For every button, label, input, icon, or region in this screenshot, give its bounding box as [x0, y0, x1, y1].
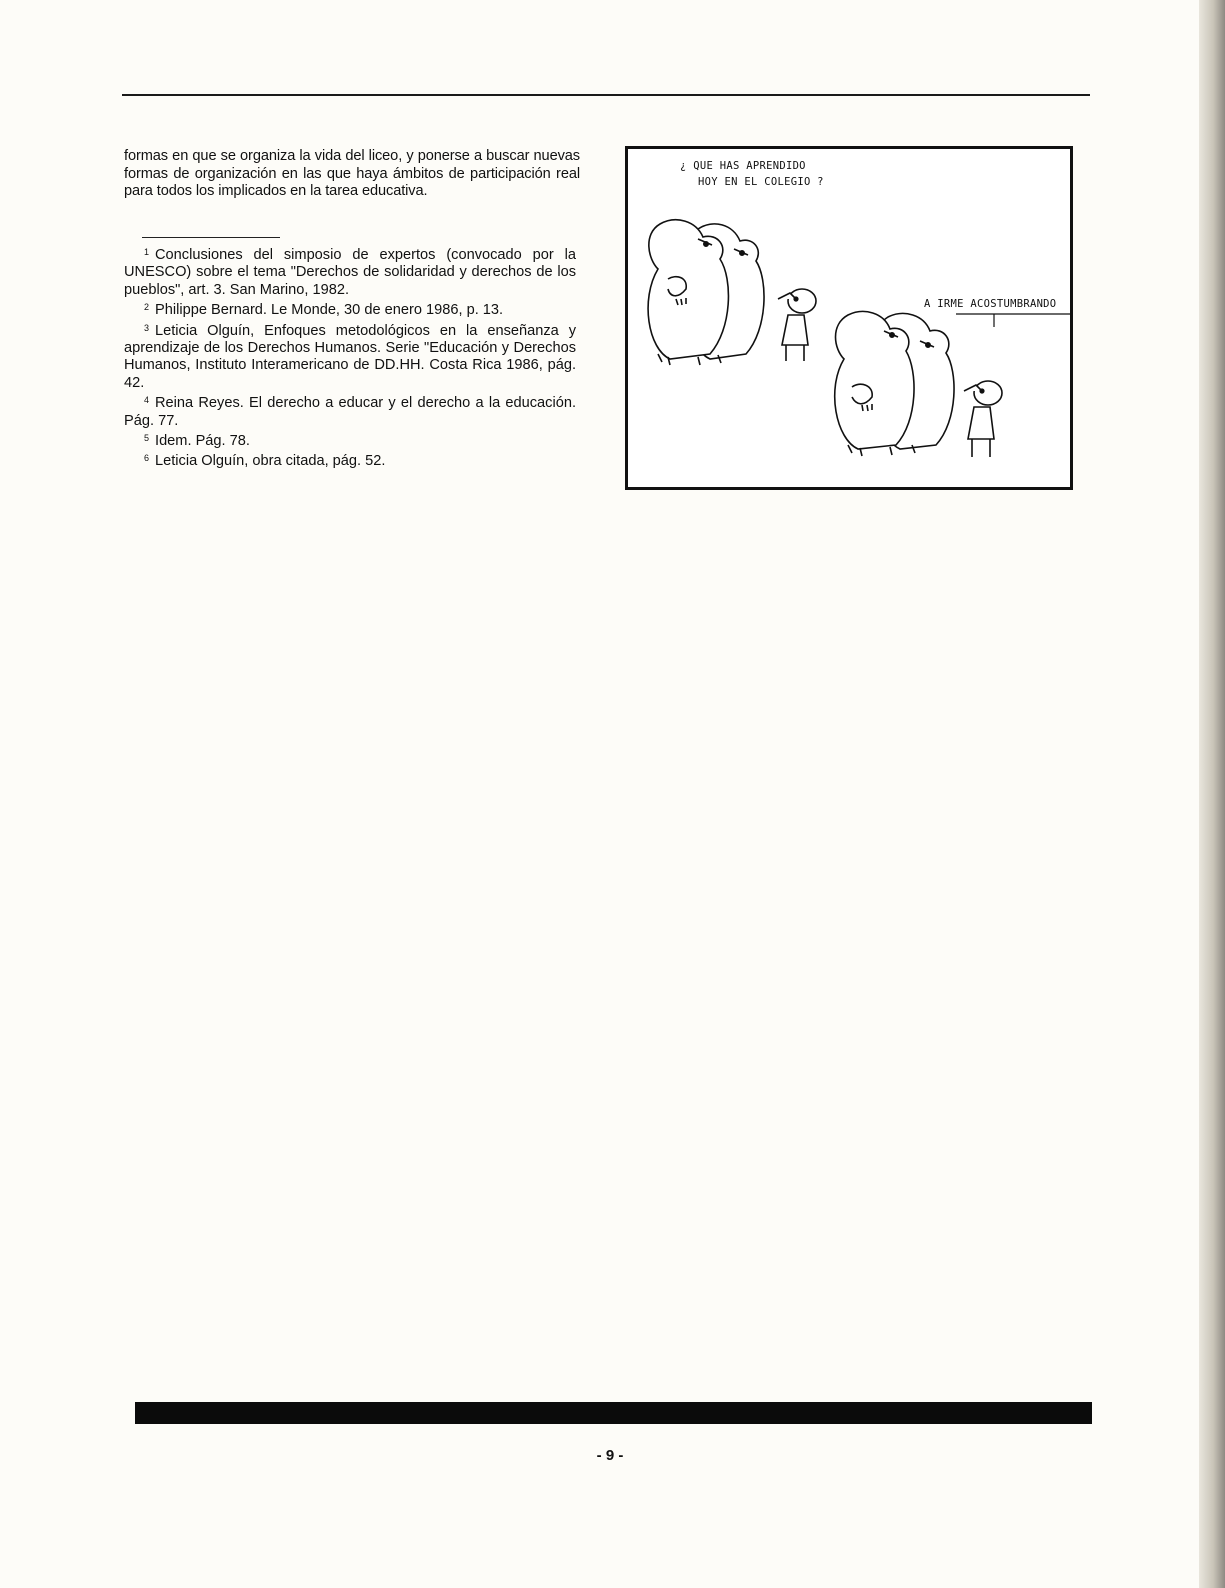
- footnote-text: Philippe Bernard. Le Monde, 30 de enero 1986, p. 13.: [155, 302, 504, 319]
- footnote-3: [124, 320, 576, 393]
- footnote-6: [124, 450, 576, 470]
- child-figure-right: [964, 381, 1002, 457]
- footnote-separator: [142, 237, 280, 238]
- footnote-4: [124, 392, 576, 430]
- speech-text-question-line2: HOY EN EL COLEGIO ?: [698, 176, 824, 188]
- footnote-text: Conclusiones del simposio de expertos (convocado por la UNESCO) sobre el tema "Derechos de solidaridad y derechos de los pueblos", art. 3. San Marino, 1982.: [124, 247, 576, 298]
- cartoon-illustration: [625, 146, 1073, 490]
- footer-bar: [135, 1402, 1092, 1424]
- footnote-text: Leticia Olguín, Enfoques metodológicos en la enseñanza y aprendizaje de los Derechos Humanos. Serie "Educación y Derechos Humanos, Instituto Interamericano de DD.HH. Costa Rica 1986, pág. 42.: [124, 322, 576, 391]
- header-rule: [122, 94, 1090, 96]
- speech-text-question-line1: ¿ QUE HAS APRENDIDO: [680, 160, 806, 172]
- speech-tail: [956, 314, 1070, 327]
- speech-text-answer: A IRME ACOSTUMBRANDO: [924, 298, 1057, 310]
- cartoon-drawing: [628, 149, 1070, 487]
- child-figure-left: [778, 289, 816, 361]
- footnotes-list: [124, 244, 576, 471]
- body-text-column: [124, 148, 580, 201]
- footnote-text: Idem. Pág. 78.: [155, 433, 250, 450]
- footnote-1: [124, 244, 576, 299]
- footnote-number: 2: [144, 302, 150, 313]
- footnote-number: 5: [144, 433, 150, 444]
- footnote-text: Reina Reyes. El derecho a educar y el derecho a la educación. Pág. 77.: [124, 395, 576, 429]
- adult-figures-left: [648, 220, 764, 365]
- adult-figures-right: [835, 311, 954, 456]
- footnote-number: 3: [144, 322, 150, 333]
- footnote-number: 1: [144, 247, 150, 257]
- footnote-number: 6: [144, 453, 150, 464]
- body-paragraph: formas en que se organiza la vida del liceo, y ponerse a buscar nuevas formas de organización en las que haya ámbitos de participación real para todos los implicados en la tarea educativa.: [124, 148, 580, 199]
- page-number: - 9 -: [596, 1447, 624, 1464]
- footnote-number: 4: [144, 395, 150, 406]
- page-edge-shadow: [1199, 0, 1225, 1588]
- footnote-5: [124, 430, 576, 450]
- footnote-2: [124, 299, 576, 319]
- footnote-text: Leticia Olguín, obra citada, pág. 52.: [155, 453, 386, 470]
